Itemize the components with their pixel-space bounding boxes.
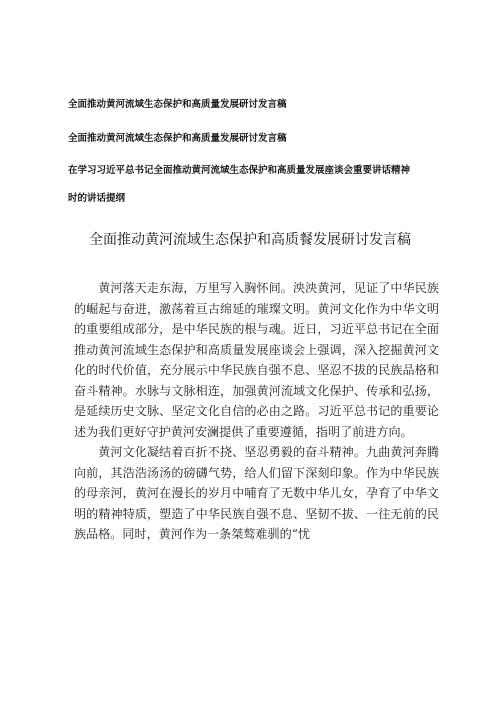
article-body <box>74 278 439 545</box>
toc-item[interactable]: 全面推动黄河流域生态保护和高质量发展研讨发言稿 <box>68 99 287 110</box>
toc-item[interactable]: 全面推动黄河流域生态保护和高质量发展研讨发言稿 <box>68 133 287 144</box>
paragraph: 黄河落天走东海，万里写入胸怀间。泱泱黄河，见证了中华民族的崛起与奋进，激荡着亘古绵延的璀璨文明。黄河文化作为中华文明的重要组成部分，是中华民族的根与魂。近日，习近平总书记在全面推动黄河流域生态保护和高质量发展座谈会上强调，深入挖掘黄河文化的时代价值，充分展示中华民族自强不息、坚忍不拔的民族品格和奋斗精神。水脉与文脉相连，加强黄河流域文化保护、传承和弘扬，是延续历史文脉、坚定文化自信的必由之路。习近平总书记的重要论述为我们更好守护黄河安澜提供了重要遵循，指明了前进方向。 <box>74 281 439 439</box>
toc-item[interactable]: 在学习习近平总书记全面推动黄河流域生态保护和高质量发展座谈会重要讲话精神 <box>68 165 411 176</box>
paragraph: 黄河文化凝结着百折不挠、坚忍勇毅的奋斗精神。九曲黄河奔腾向前，其浩浩汤汤的磅礴气势，给人们留下深刻印象。作为中华民族的母亲河，黄河在漫长的岁月中哺育了无数中华儿女，孕育了中华文明的精神特质，塑造了中华民族自强不息、坚韧不拔、一往无前的民族品格。同时，黄河作为一条桀骜难驯的“忧 <box>74 445 439 541</box>
article-title: 全面推动黄河流域生态保护和高质餐发展研讨发言稿 <box>89 232 411 248</box>
toc-item-continuation[interactable]: 时的讲话提纲 <box>68 193 126 204</box>
